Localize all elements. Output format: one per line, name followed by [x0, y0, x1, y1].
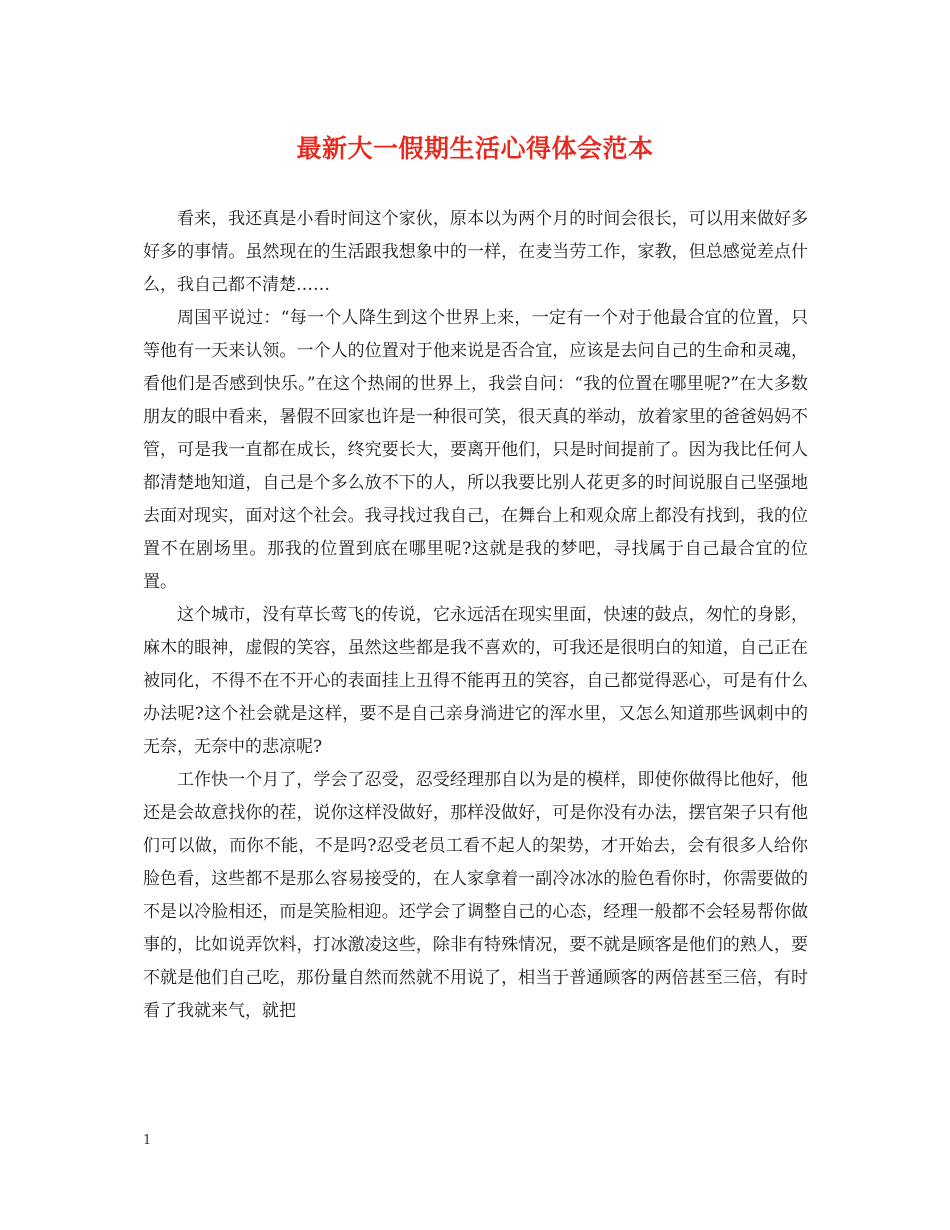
paragraph-4: 工作快一个月了，学会了忍受，忍受经理那自以为是的模样，即使你做得比他好，他还是会故意找你的茬，说你这样没做好，那样没做好，可是你没有办法，摆官架子只有他们可以做，而你不能，不是吗?忍受老员工看不起人的架势，才开始去，会有很多人给你脸色看，这些都不是那么容易接受的，在人家拿着一副冷冰冰的脸色看你时，你需要做的不是以冷脸相还，而是笑脸相迎。还学会了调整自己的心态，经理一般都不会轻易帮你做事的，比如说弄饮料，打冰激凌这些，除非有特殊情况，要不就是顾客是他们的熟人，要不就是他们自己吃，那份量自然而然就不用说了，相当于普通顾客的两倍甚至三倍，有时看了我就来气，就把	[143, 770, 808, 1021]
paragraph-3: 这个城市，没有草长莺飞的传说，它永远活在现实里面，快速的鼓点，匆忙的身影，麻木的眼神，虚假的笑容，虽然这些都是我不喜欢的，可我还是很明白的知道，自己正在被同化，不得不在不开心的表面挂上丑得不能再丑的笑容，自己都觉得恶心，可是有什么办法呢?这个社会就是这样，要不是自己亲身淌进它的浑水里，又怎么知道那些讽刺中的无奈，无奈中的悲凉呢?	[143, 605, 808, 757]
paragraph-2: 周国平说过：“每一个人降生到这个世界上来，一定有一个对于他最合宜的位置，只等他有一天来认领。一个人的位置对于他来说是否合宜，应该是去问自己的生命和灵魂，看他们是否感到快乐。”在这个热闹的世界上，我尝自问：“我的位置在哪里呢?”在大多数朋友的眼中看来，暑假不回家也许是一种很可笑，很天真的举动，放着家里的爸爸妈妈不管，可是我一直都在成长，终究要长大，要离开他们，只是时间提前了。因为我比任何人都清楚地知道，自己是个多么放不下的人，所以我要比别人花更多的时间说服自己坚强地去面对现实，面对这个社会。我寻找过我自己，在舞台上和观众席上都没有找到，我的位置不在剧场里。那我的位置到底在哪里呢?这就是我的梦吧，寻找属于自己最合宜的位置。	[143, 308, 808, 592]
paragraph-1: 看来，我还真是小看时间这个家伙，原本以为两个月的时间会很长，可以用来做好多好多的事情。虽然现在的生活跟我想象中的一样，在麦当劳工作，家教，但总感觉差点什么，我自己都不清楚……	[143, 209, 808, 295]
page-number: 1	[143, 1133, 152, 1148]
document-title: 最新大一假期生活心得体会范本	[296, 134, 654, 163]
document-body	[143, 203, 808, 1028]
